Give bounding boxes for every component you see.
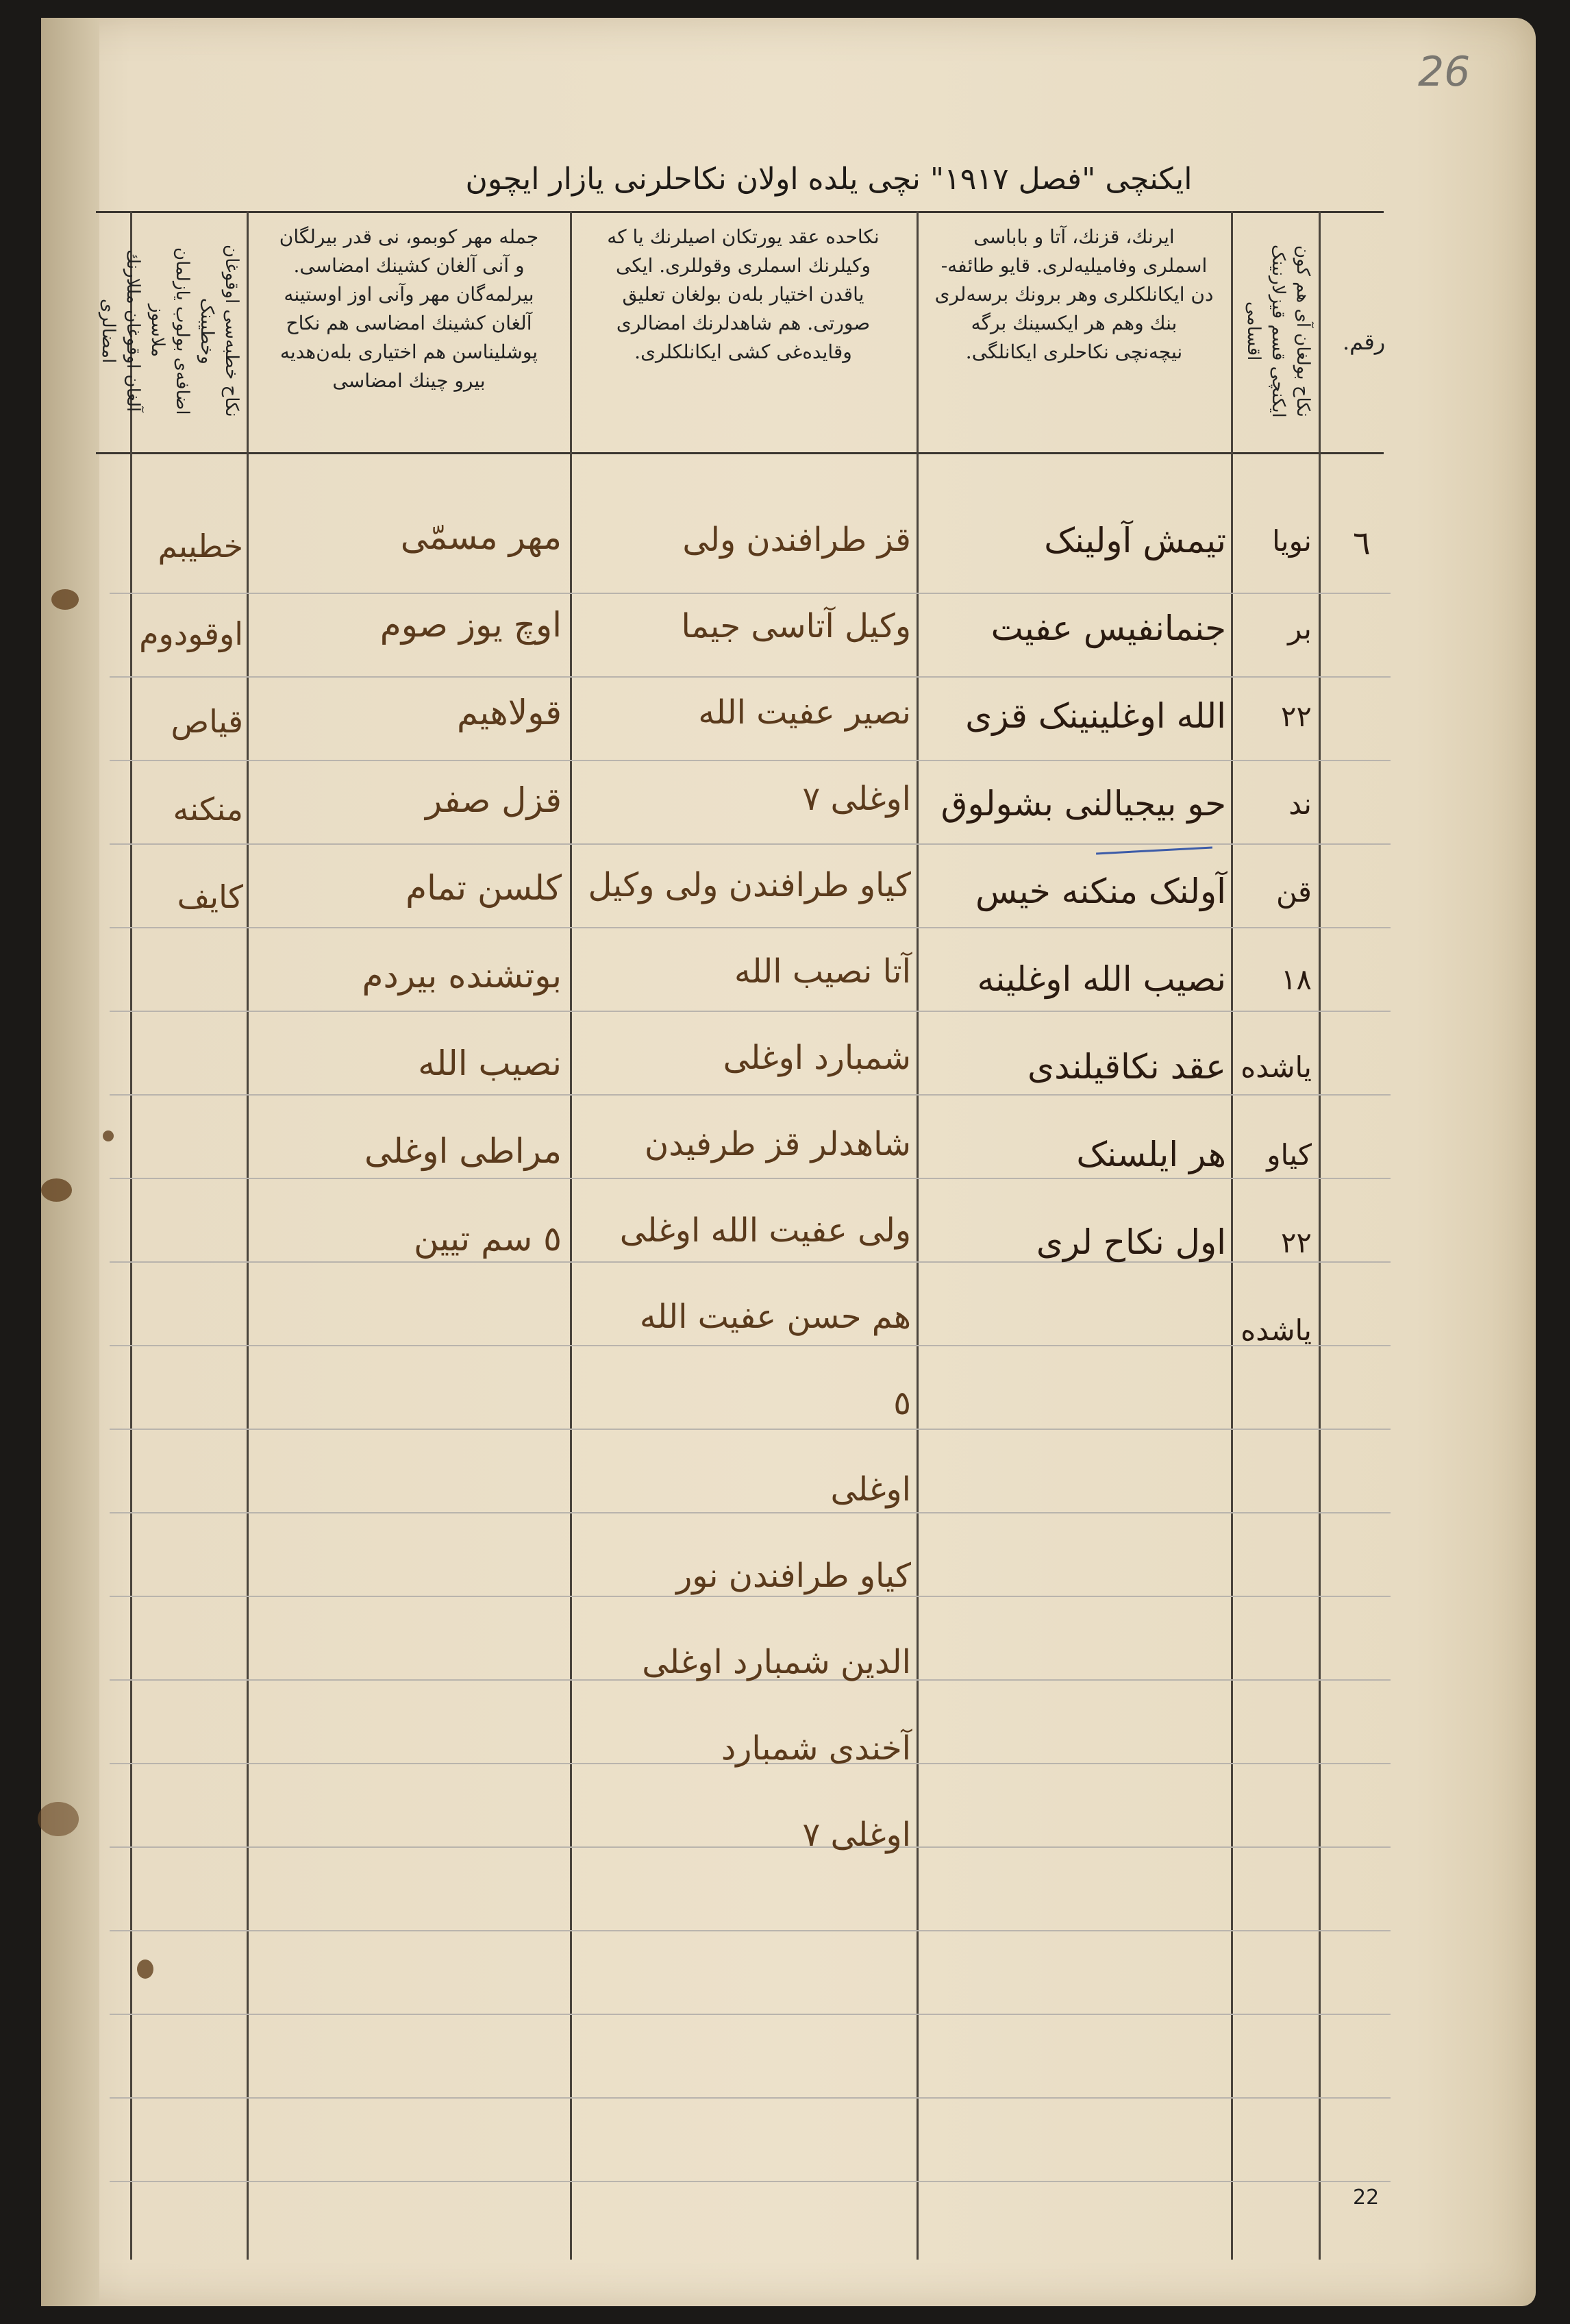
ruled-line bbox=[110, 927, 1391, 928]
ruled-line bbox=[110, 1011, 1391, 1012]
witness-col-line: نصیر عفیت الله bbox=[698, 693, 911, 732]
sign-col-line: خطیبم bbox=[158, 528, 243, 565]
margin-stain bbox=[41, 1178, 72, 1202]
mahr-col-line: نصیب الله bbox=[418, 1043, 562, 1083]
mahr-col-line: بوتشنده بیردم bbox=[362, 956, 562, 996]
witness-col-line: هم حسن عفیت الله bbox=[639, 1298, 911, 1336]
witness-col-line: شاهدلر قز طرفیدن bbox=[645, 1125, 911, 1163]
entry-row-number: ٦ bbox=[1353, 524, 1371, 563]
names-col-line: هر ایلسنک bbox=[1076, 1135, 1226, 1174]
col-divider bbox=[570, 211, 572, 2260]
names-col-line: آولنک منکنه خیس bbox=[975, 872, 1226, 911]
col-divider bbox=[917, 211, 919, 2260]
ruled-line bbox=[110, 1094, 1391, 1096]
sign-col-line: کایف bbox=[177, 878, 243, 915]
date-col-line: یاشده bbox=[1241, 1313, 1312, 1347]
witness-col-line: آخندی شمبارد bbox=[721, 1729, 911, 1768]
mahr-col-line: ٥ سم تیین bbox=[414, 1219, 562, 1259]
ruled-line bbox=[110, 1512, 1391, 1513]
mahr-col-line: مراطی اوغلی bbox=[364, 1131, 562, 1171]
date-col-line: یاشده bbox=[1241, 1050, 1312, 1084]
header-date: نکاح بولغان آی هم کون ایکنچی قسم قیزلارنینک اقسامی bbox=[1243, 244, 1313, 418]
names-col-line: حو بیجیالنی بشولوق bbox=[940, 784, 1226, 824]
mahr-col-line: کلسن تمام bbox=[406, 868, 562, 908]
names-col-line: اول نکاح لری bbox=[1036, 1222, 1226, 1262]
header-witnesses: نکاحده عقد یورتکان اصیلرنك یا که وکیلرنك اسملری وقوللری. ایکی یاقدن اختیار بلەن بولغان تعلیق صورتی. هم شاهدلرنك امضالری وقایده‌غی کشی ایکانلکلری. bbox=[607, 225, 880, 363]
date-col-line: ند bbox=[1288, 787, 1312, 821]
binding-gutter bbox=[41, 18, 99, 2306]
ruled-line bbox=[110, 1345, 1391, 1346]
ruled-line bbox=[110, 676, 1391, 678]
ruled-line bbox=[110, 1429, 1391, 1430]
witness-col-line: آتا نصیب الله bbox=[734, 952, 911, 991]
witness-col-line: کیاو طرافندن ولی وکیل bbox=[588, 866, 911, 904]
date-col-line: قن bbox=[1275, 875, 1312, 908]
col-divider bbox=[1319, 211, 1321, 2260]
header-raqam: رقم. bbox=[1343, 329, 1386, 355]
witness-col-line: اوغلی bbox=[830, 1470, 911, 1509]
mahr-col-line: قزل صفر bbox=[425, 780, 562, 820]
margin-stain bbox=[38, 1802, 79, 1836]
names-col-line: عقد نکاقیلندی bbox=[1027, 1047, 1226, 1087]
date-col-line: ٢٢ bbox=[1280, 1226, 1312, 1259]
witness-col-line: ٥ bbox=[893, 1384, 911, 1422]
header-signature: نکاح خطبه‌سی اوقوغان وخطیبنک اضافه‌ی بولوب یازلمان ملاسوز آلغان اوقوغان مللارنك امضالری bbox=[98, 245, 242, 417]
header-bottom-rule bbox=[96, 452, 1384, 454]
ruled-line bbox=[110, 2181, 1391, 2182]
date-col-line: کیاو bbox=[1267, 1138, 1312, 1172]
margin-stain bbox=[137, 1960, 153, 1979]
margin-stain bbox=[51, 589, 79, 610]
mahr-col-line: اوچ یوز صوم bbox=[379, 605, 562, 645]
witness-col-line: ولی عفیت الله اوغلی bbox=[619, 1211, 911, 1250]
witness-col-line: وکیل آتاسی جیما bbox=[681, 607, 911, 645]
page-title: ایکنچی "فصل ۱۹۱۷" نچی یلده اولان نکاحلرنی یازار ایچون bbox=[465, 162, 1193, 197]
ruled-line bbox=[110, 760, 1391, 761]
witness-col-line: شمبارد اوغلی bbox=[723, 1039, 911, 1077]
handwritten-page-number: 26 bbox=[1418, 48, 1471, 96]
names-col-line: الله اوغلینینک قزی bbox=[965, 696, 1226, 736]
names-col-line: نصیب الله اوغلینه bbox=[977, 959, 1226, 999]
sign-col-line: منکنه bbox=[173, 791, 243, 828]
witness-col-line: اوغلی ٧ bbox=[802, 780, 911, 818]
sign-col-line: قیاص bbox=[171, 703, 243, 740]
footer-number: 22 bbox=[1353, 2186, 1380, 2210]
ruled-line bbox=[110, 1596, 1391, 1597]
mahr-col-line: مهر مسمّی bbox=[400, 517, 562, 557]
ruled-line bbox=[110, 2097, 1391, 2099]
col-divider bbox=[130, 211, 132, 2260]
margin-stain bbox=[103, 1130, 114, 1141]
witness-col-line: الدین شمبارد اوغلی bbox=[642, 1643, 911, 1681]
header-top-rule bbox=[96, 211, 1384, 213]
names-col-line: جنمانفیس عفیت bbox=[990, 608, 1226, 648]
witness-col-line: کیاو طرافندن نور bbox=[676, 1557, 911, 1595]
sign-col-line: اوقودوم bbox=[139, 615, 243, 652]
col-divider bbox=[247, 211, 249, 2260]
header-mahr: جمله مهر کوبمو، نی قدر بیرلگان و آنی آلغان کشینك امضاسی. بیرلمه‌گان مهر وآنی اوز اوستینه آلغان کشینك امضاسی هم نکاح پوشلیناسن هم اختیاری بلەن‌هدیه بیرو چینك امضاسی bbox=[279, 225, 539, 392]
col-divider bbox=[1231, 211, 1233, 2260]
date-col-line: نویا bbox=[1272, 524, 1312, 558]
date-col-line: ١٨ bbox=[1280, 963, 1312, 996]
ruled-line bbox=[110, 1846, 1391, 1848]
mahr-col-line: قولاهیم bbox=[457, 693, 562, 732]
ruled-line bbox=[110, 843, 1391, 845]
ruled-line bbox=[110, 2014, 1391, 2015]
names-col-line: تیمش آولینک bbox=[1044, 521, 1226, 560]
ruled-line bbox=[110, 1178, 1391, 1179]
witness-col-line: اوغلی ٧ bbox=[802, 1816, 911, 1854]
witness-col-line: قز طرافندن ولی bbox=[682, 521, 911, 559]
date-col-line: ٢٢ bbox=[1280, 700, 1312, 733]
ruled-line bbox=[110, 593, 1391, 594]
ruled-line bbox=[110, 1930, 1391, 1931]
date-col-line: بر bbox=[1288, 612, 1312, 645]
header-names: ایرنك، قزنك، آتا و باباسی اسملری وفامیلیه‌لری. قایو طائفه- دن ایکانلکلری وهر برونك برسه‌لری بنك وهم هر ایکسینك برگه نیچه‌نچی نکاحلری ایکانلگی. bbox=[934, 225, 1214, 363]
